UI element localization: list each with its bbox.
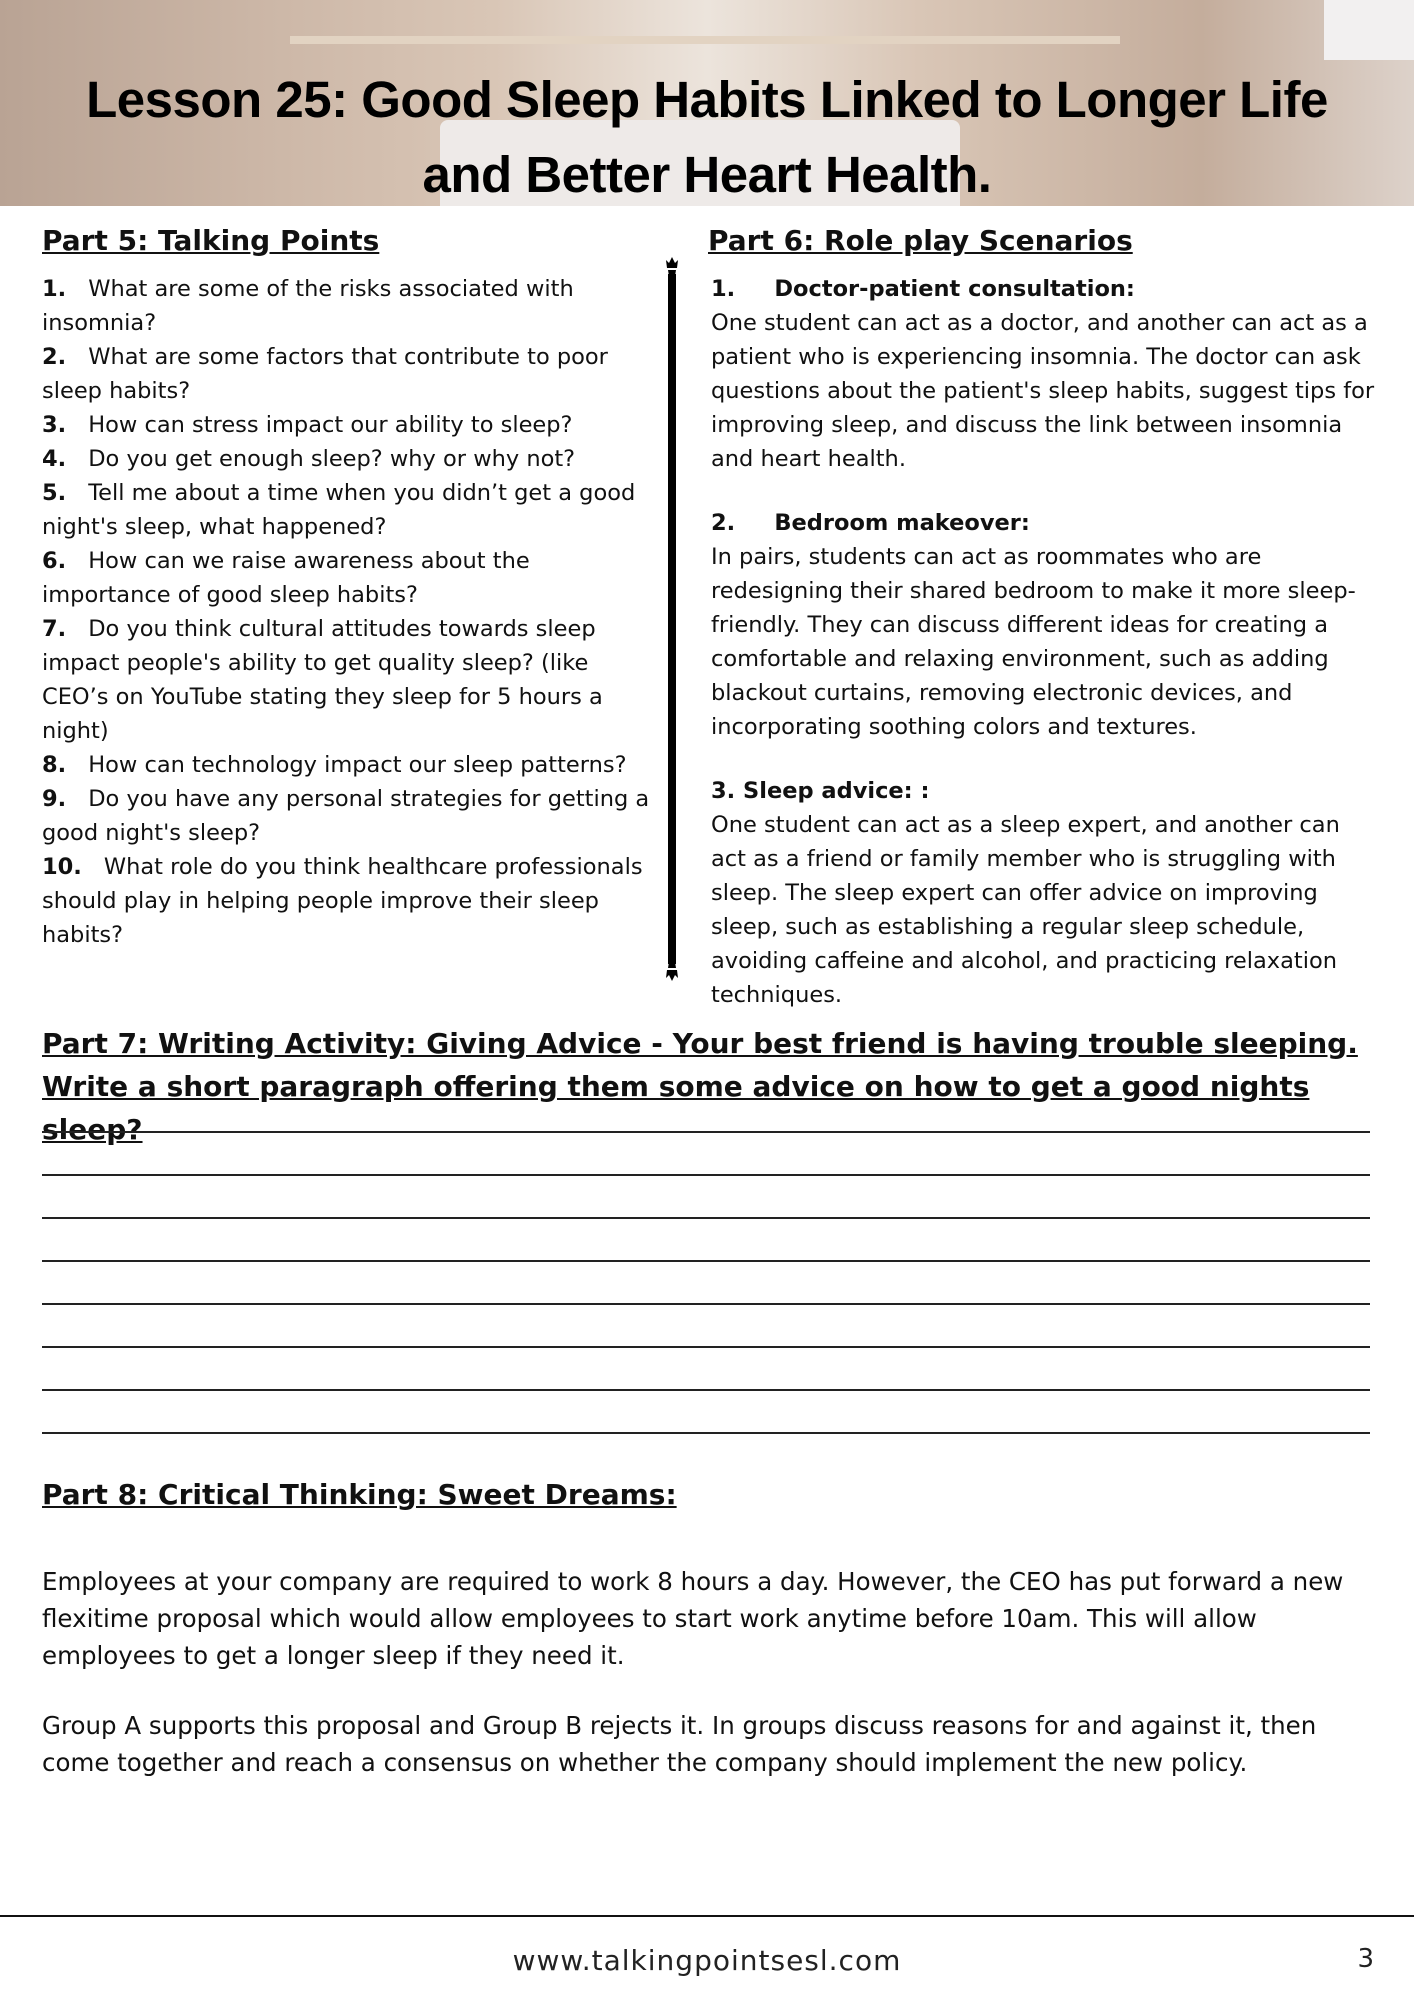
header-banner <box>0 0 1414 206</box>
part8-paragraph-1: Employees at your company are required to work 8 hours a day. However, the CEO has put forward a new flexitime proposal which would allow employees to start work anytime before 10am. This will allow employees to get a longer sleep if they need it. <box>42 1567 1344 1670</box>
part8-paragraph-2: Group A supports this proposal and Group B rejects it. In groups discuss reasons for and against it, then come together and reach a consensus on whether the company should implement the new policy. <box>42 1711 1317 1777</box>
talking-point-item <box>42 544 662 612</box>
divider-bottom-ornament-icon <box>665 960 679 982</box>
banner-image-window <box>1324 0 1414 60</box>
item-text: How can stress impact our ability to sleep? <box>88 412 573 438</box>
column-divider <box>665 256 679 982</box>
title-line-2: and Better Heart Health. <box>422 146 992 203</box>
item-text: Do you think cultural attitudes towards sleep impact people's ability to get quality sleep? (like CEO’s on YouTube stating they sleep for 5 hours a night) <box>42 616 603 744</box>
scenario-text: In pairs, students can act as roommates who are redesigning their shared bedroom to make it more sleep-friendly. They can discuss different ideas for creating a comfortable and relaxing environment, such as adding blackout curtains, removing electronic devices, and incorporating soothing colors and textures. <box>711 544 1356 740</box>
item-text: Do you get enough sleep? why or why not? <box>88 446 576 472</box>
item-number: 3. <box>42 412 67 438</box>
talking-point-item <box>42 272 662 340</box>
writing-line[interactable] <box>42 1090 1370 1133</box>
part5-heading: Part 5: Talking Points <box>42 224 380 257</box>
writing-line[interactable] <box>42 1219 1370 1262</box>
talking-point-item <box>42 612 662 748</box>
scenario-title: 3. Sleep advice: : <box>711 778 930 804</box>
item-text: How can we raise awareness about the importance of good sleep habits? <box>42 548 530 608</box>
writing-line[interactable] <box>42 1305 1370 1348</box>
item-number: 10. <box>42 854 82 880</box>
item-number: 6. <box>42 548 67 574</box>
title-line-1: Lesson 25: Good Sleep Habits Linked to Longer Life <box>86 71 1328 128</box>
scenario <box>711 272 1381 506</box>
talking-point-item <box>42 748 662 782</box>
item-number: 8. <box>42 752 67 778</box>
writing-line[interactable] <box>42 1391 1370 1434</box>
writing-line[interactable] <box>42 1348 1370 1391</box>
scenario <box>711 506 1381 774</box>
talking-point-item <box>42 850 662 952</box>
scenario-text: One student can act as a doctor, and another can act as a patient who is experiencing insomnia. The doctor can ask questions about the patient's sleep habits, suggest tips for improving sleep, and discuss the link between insomnia and heart health. <box>711 310 1375 472</box>
banner-image-shelf <box>290 36 1120 44</box>
talking-point-item <box>42 340 662 408</box>
talking-point-item <box>42 782 662 850</box>
item-number: 2. <box>42 344 67 370</box>
role-play-list <box>711 272 1381 1012</box>
scenario-title: 2. Bedroom makeover: <box>711 510 1030 536</box>
item-number: 4. <box>42 446 67 472</box>
part8-heading: Part 8: Critical Thinking: Sweet Dreams: <box>42 1478 677 1511</box>
footer-url[interactable]: www.talkingpointsesl.com <box>512 1944 902 1977</box>
item-text: What are some of the risks associated with insomnia? <box>42 276 574 336</box>
item-text: Do you have any personal strategies for getting a good night's sleep? <box>42 786 650 846</box>
item-number: 7. <box>42 616 67 642</box>
item-number: 5. <box>42 480 67 506</box>
scenario-text: One student can act as a sleep expert, and another can act as a friend or family member who is struggling with sleep. The sleep expert can offer advice on improving sleep, such as establishing a regular sleep schedule, avoiding caffeine and alcohol, and practicing relaxation techniques. <box>711 812 1340 1008</box>
item-text: What role do you think healthcare professionals should play in helping people improve their sleep habits? <box>42 854 643 948</box>
talking-point-item <box>42 408 662 442</box>
item-text: Tell me about a time when you didn’t get a good night's sleep, what happened? <box>42 480 636 540</box>
scenario-title: 1. Doctor-patient consultation: <box>711 276 1135 302</box>
talking-point-item <box>42 476 662 544</box>
part7-heading: Part 7: Writing Activity: Giving Advice - Your best friend is having trouble sleeping. Write a short paragraph offering them some advice on how to get a good nights sleep? <box>42 1027 1358 1146</box>
writing-lines[interactable] <box>42 1090 1370 1434</box>
item-text: What are some factors that contribute to poor sleep habits? <box>42 344 608 404</box>
page-number: 3 <box>1357 1944 1374 1974</box>
scenario <box>711 774 1381 1012</box>
lesson-title <box>0 62 1414 206</box>
footer-divider <box>0 1915 1414 1917</box>
writing-line[interactable] <box>42 1133 1370 1176</box>
talking-points-list <box>42 272 662 952</box>
item-number: 9. <box>42 786 67 812</box>
writing-line[interactable] <box>42 1176 1370 1219</box>
item-number: 1. <box>42 276 67 302</box>
writing-line[interactable] <box>42 1262 1370 1305</box>
talking-point-item <box>42 442 662 476</box>
divider-bar <box>668 274 676 964</box>
item-text: How can technology impact our sleep patterns? <box>88 752 627 778</box>
part6-heading: Part 6: Role play Scenarios <box>708 224 1133 257</box>
